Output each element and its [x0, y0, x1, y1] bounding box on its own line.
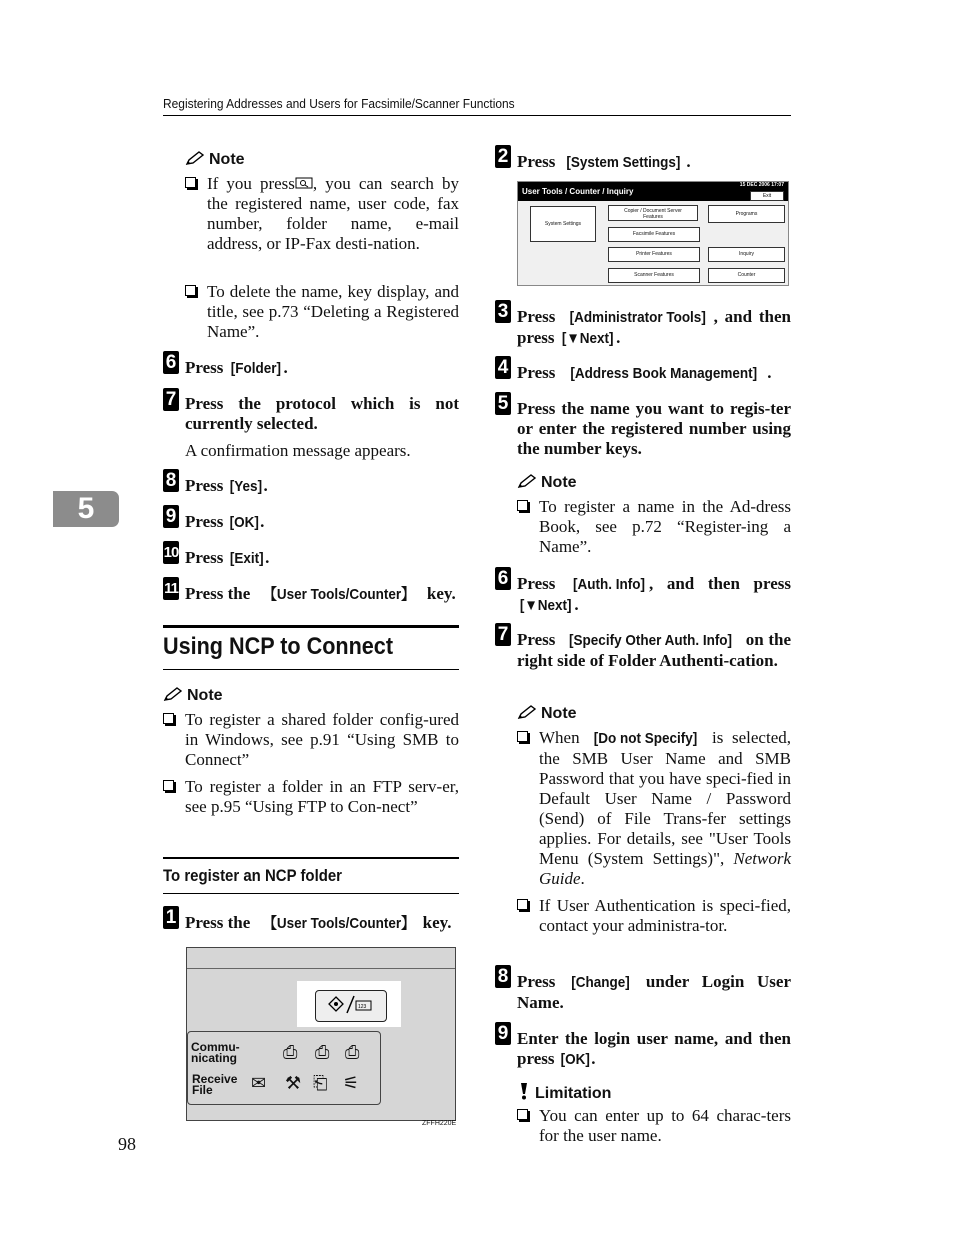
step-10: Press [Exit] . — [185, 548, 270, 567]
step-number: 2 — [495, 145, 511, 168]
step-7-right: Press [Specify Other Auth. Info] on the right side of Folder Authenti-cation. — [517, 630, 791, 670]
step-number: 7 — [163, 388, 179, 411]
step-2: Press [System Settings] . — [517, 152, 691, 171]
pencil-icon — [517, 474, 537, 489]
step-8-right: Press [Change] under Login User Name. — [517, 972, 791, 1012]
note-bullet: If you press , you can search by the registered name, user code, fax number, folder name, e-mail address, or IP-Fax desti-nation. — [207, 174, 459, 254]
limitation-bullet: You can enter up to 64 charac-ters for the user name. — [539, 1106, 791, 1146]
facsimile-features-button[interactable]: Facsimile Features — [608, 227, 700, 242]
step-11: Press the 【User Tools/Counter】 key. — [185, 584, 456, 603]
chapter-tab: 5 — [53, 491, 119, 527]
communicating-icon: ⎙ — [315, 1042, 330, 1063]
step-number: 7 — [495, 623, 511, 646]
limitation-heading: Limitation — [517, 1082, 611, 1103]
inquiry-button[interactable]: Inquiry — [708, 247, 785, 262]
step-6: Press [Folder] . — [185, 358, 288, 377]
communicating-label: Commu- nicating — [191, 1040, 240, 1065]
user-tools-screen — [517, 181, 789, 286]
step-number: 9 — [163, 505, 179, 528]
system-settings-button[interactable]: System Settings — [530, 206, 596, 242]
page-number: 98 — [118, 1134, 136, 1154]
note-bullet: To register a folder in an FTP serv-er, see p.95 “Using FTP to Con-nect” — [185, 777, 459, 817]
screen-exit-button[interactable]: Exit — [750, 191, 784, 201]
step-7-result: A confirmation message appears. — [185, 441, 411, 460]
step-1: Press the 【User Tools/Counter】 key. — [185, 913, 452, 932]
subsection-rule-bottom — [163, 893, 459, 894]
header-rule — [163, 115, 791, 116]
step-number: 11 — [163, 577, 179, 600]
section-title: Using NCP to Connect — [163, 633, 394, 660]
scanner-icon: ⚟ — [343, 1073, 360, 1094]
note-bullet: If User Authentication is speci-fied, contact your administra-tor. — [539, 896, 791, 936]
step-6-right: Press [Auth. Info] , and then press [▼Next] . — [517, 574, 791, 614]
document-icon: ⎗ — [313, 1073, 328, 1094]
mail-icon: ✉ — [251, 1073, 267, 1094]
step-number: 4 — [495, 356, 511, 379]
printer-features-button[interactable]: Printer Features — [608, 247, 700, 262]
screen-date: 15 DEC 2006 17:07 — [739, 182, 784, 188]
receive-file-label: Receive File — [192, 1072, 238, 1097]
step-3: Press [Administrator Tools] , and then press [▼Next] . — [517, 307, 791, 347]
note-heading: Note — [163, 687, 223, 705]
user-tools-icon — [316, 991, 386, 1021]
note-heading: Note — [517, 705, 577, 723]
section-rule-bottom — [163, 669, 459, 670]
pencil-icon — [163, 687, 183, 702]
programs-button[interactable]: Programs — [708, 205, 785, 223]
step-number: 8 — [495, 965, 511, 988]
search-key-icon — [295, 177, 313, 189]
step-number: 6 — [163, 351, 179, 374]
section-rule-top — [163, 625, 459, 628]
step-9: Press [OK]. — [185, 512, 265, 531]
wrench-icon: ⚒ — [285, 1073, 302, 1094]
step-number: 3 — [495, 300, 511, 323]
screen-title-bar — [518, 182, 788, 201]
note-heading: Note — [185, 151, 245, 169]
svg-text:123: 123 — [358, 1004, 367, 1010]
step-8: Press [Yes] . — [185, 476, 268, 495]
note-bullet: To register a shared folder config-ured in Windows, see p.91 “Using SMB to Connect” — [185, 710, 459, 770]
subsection-title: To register an NCP folder — [163, 866, 343, 885]
step-number: 10 — [163, 541, 179, 564]
note-bullet: When [Do not Specify] is selected, the SMB User Name and SMB Password that you have speci-fied in Default User Name / Password (Send) of File Trans-fer settings applies. For details, see "User Tools Menu (System Settings)", Network Guide. — [539, 728, 791, 889]
counter-button[interactable]: Counter — [708, 268, 785, 283]
step-number: 1 — [163, 906, 179, 929]
step-9-right: Enter the login user name, and then press [OK]. — [517, 1029, 791, 1068]
step-number: 6 — [495, 567, 511, 590]
step-4: Press [Address Book Management] . — [517, 363, 772, 382]
step-5: Press the name you want to regis-ter or enter the registered number using the number keys. — [517, 399, 791, 458]
running-header: Registering Addresses and Users for Facsimile/Scanner Functions — [163, 96, 515, 111]
image-code: ZFFH220E — [422, 1120, 457, 1127]
copier-features-button[interactable]: Copier / Document Server Features — [608, 205, 698, 221]
scanner-features-button[interactable]: Scanner Features — [608, 268, 700, 283]
subsection-rule-top — [163, 857, 459, 859]
step-number: 8 — [163, 469, 179, 492]
step-7: Press the protocol which is not currently selected. — [185, 394, 459, 433]
note-bullet: To register a name in the Ad-dress Book, see p.72 “Register-ing a Name”. — [539, 497, 791, 557]
control-panel-illustration — [186, 947, 456, 1121]
pencil-icon — [185, 151, 205, 166]
screen-title: User Tools / Counter / Inquiry — [522, 187, 634, 196]
communicating-icon: ⎙ — [283, 1042, 298, 1063]
user-tools-counter-key[interactable] — [315, 990, 387, 1022]
note-heading: Note — [517, 474, 577, 492]
step-number: 9 — [495, 1022, 511, 1045]
note-bullet: To delete the name, key display, and title, see p.73 “Deleting a Registered Name”. — [207, 282, 459, 342]
pencil-icon — [517, 705, 537, 720]
step-number: 5 — [495, 392, 511, 415]
exclamation-icon — [517, 1082, 531, 1100]
communicating-icon: ⎙ — [345, 1042, 360, 1063]
